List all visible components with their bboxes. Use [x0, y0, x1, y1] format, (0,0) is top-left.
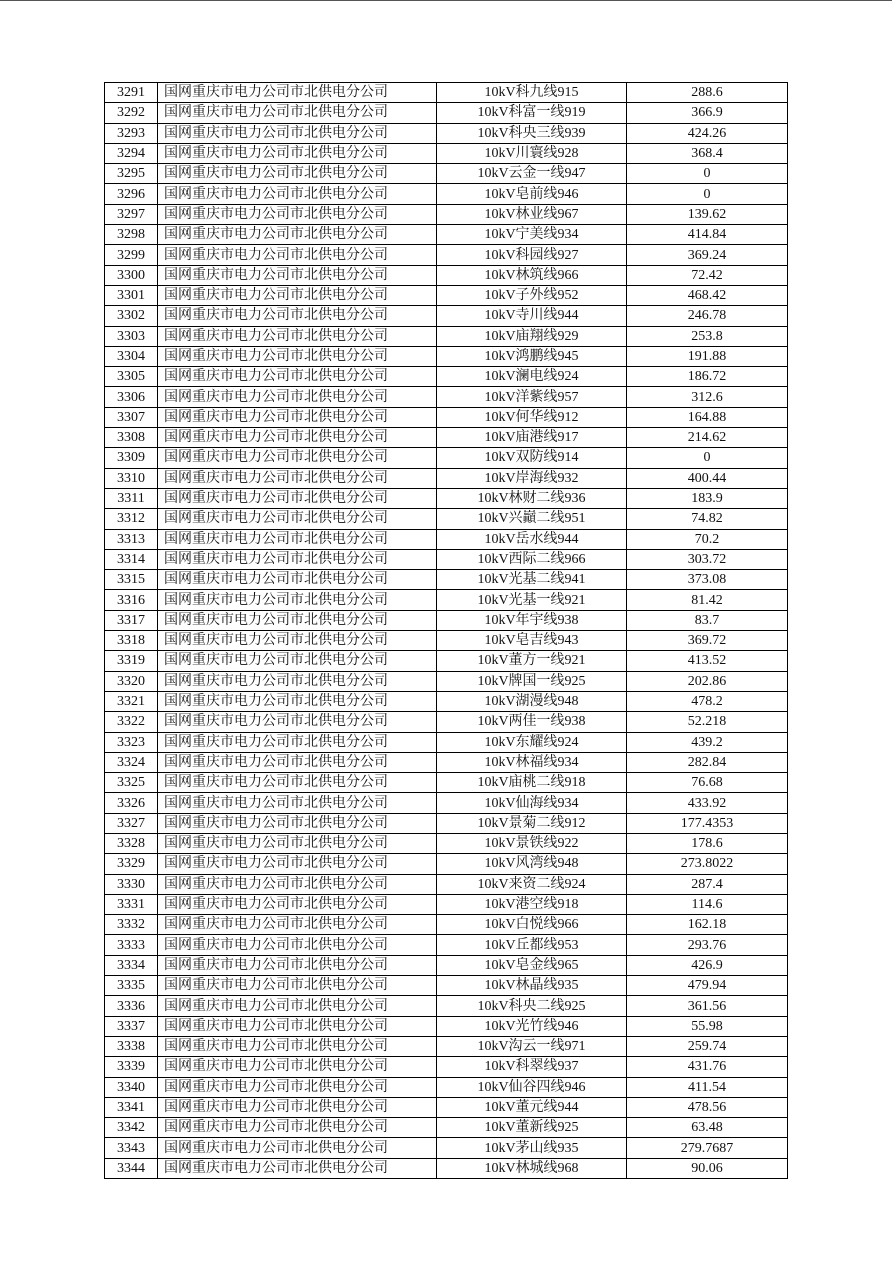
company-name: 国网重庆市电力公司市北供电分公司 [158, 955, 437, 975]
company-name: 国网重庆市电力公司市北供电分公司 [158, 1158, 437, 1178]
value: 81.42 [627, 590, 788, 610]
company-name: 国网重庆市电力公司市北供电分公司 [158, 833, 437, 853]
line-name: 10kV董元线944 [437, 1097, 627, 1117]
table-row [105, 1036, 788, 1056]
row-number: 3307 [105, 407, 158, 427]
company-name: 国网重庆市电力公司市北供电分公司 [158, 935, 437, 955]
table-row [105, 448, 788, 468]
company-name: 国网重庆市电力公司市北供电分公司 [158, 123, 437, 143]
table-row [105, 488, 788, 508]
line-name: 10kV科翠线937 [437, 1057, 627, 1077]
company-name: 国网重庆市电力公司市北供电分公司 [158, 529, 437, 549]
value: 287.4 [627, 874, 788, 894]
company-name: 国网重庆市电力公司市北供电分公司 [158, 915, 437, 935]
row-number: 3332 [105, 915, 158, 935]
value: 366.9 [627, 103, 788, 123]
table-row [105, 1057, 788, 1077]
company-name: 国网重庆市电力公司市北供电分公司 [158, 976, 437, 996]
table-row [105, 712, 788, 732]
table-row [105, 691, 788, 711]
value: 183.9 [627, 488, 788, 508]
row-number: 3310 [105, 468, 158, 488]
value: 414.84 [627, 225, 788, 245]
row-number: 3329 [105, 854, 158, 874]
company-name: 国网重庆市电力公司市北供电分公司 [158, 468, 437, 488]
row-number: 3322 [105, 712, 158, 732]
company-name: 国网重庆市电力公司市北供电分公司 [158, 1016, 437, 1036]
row-number: 3320 [105, 671, 158, 691]
value: 74.82 [627, 509, 788, 529]
row-number: 3330 [105, 874, 158, 894]
company-name: 国网重庆市电力公司市北供电分公司 [158, 204, 437, 224]
company-name: 国网重庆市电力公司市北供电分公司 [158, 488, 437, 508]
company-name: 国网重庆市电力公司市北供电分公司 [158, 509, 437, 529]
row-number: 3293 [105, 123, 158, 143]
line-name: 10kV林财二线936 [437, 488, 627, 508]
value: 253.8 [627, 326, 788, 346]
table-row [105, 143, 788, 163]
line-name: 10kV林福线934 [437, 752, 627, 772]
table-row [105, 894, 788, 914]
line-name: 10kV鸿鹏线945 [437, 346, 627, 366]
value: 52.218 [627, 712, 788, 732]
table-row [105, 326, 788, 346]
line-name: 10kV仙海线934 [437, 793, 627, 813]
table-row [105, 83, 788, 103]
table-row [105, 671, 788, 691]
company-name: 国网重庆市电力公司市北供电分公司 [158, 387, 437, 407]
value: 72.42 [627, 265, 788, 285]
row-number: 3303 [105, 326, 158, 346]
line-name: 10kV宁美线934 [437, 225, 627, 245]
line-name: 10kV科富一线919 [437, 103, 627, 123]
row-number: 3292 [105, 103, 158, 123]
row-number: 3296 [105, 184, 158, 204]
table-row [105, 468, 788, 488]
value: 424.26 [627, 123, 788, 143]
company-name: 国网重庆市电力公司市北供电分公司 [158, 83, 437, 103]
table-row [105, 1138, 788, 1158]
value: 76.68 [627, 773, 788, 793]
company-name: 国网重庆市电力公司市北供电分公司 [158, 651, 437, 671]
value: 139.62 [627, 204, 788, 224]
row-number: 3337 [105, 1016, 158, 1036]
value: 0 [627, 164, 788, 184]
value: 191.88 [627, 346, 788, 366]
line-name: 10kV皂前线946 [437, 184, 627, 204]
company-name: 国网重庆市电力公司市北供电分公司 [158, 712, 437, 732]
company-name: 国网重庆市电力公司市北供电分公司 [158, 184, 437, 204]
line-name: 10kV董方一线921 [437, 651, 627, 671]
line-name: 10kV光竹线946 [437, 1016, 627, 1036]
line-name: 10kV东耀线924 [437, 732, 627, 752]
row-number: 3302 [105, 306, 158, 326]
company-name: 国网重庆市电力公司市北供电分公司 [158, 874, 437, 894]
row-number: 3336 [105, 996, 158, 1016]
row-number: 3318 [105, 631, 158, 651]
row-number: 3314 [105, 549, 158, 569]
value: 431.76 [627, 1057, 788, 1077]
row-number: 3291 [105, 83, 158, 103]
line-name: 10kV皂金线965 [437, 955, 627, 975]
company-name: 国网重庆市电力公司市北供电分公司 [158, 407, 437, 427]
row-number: 3299 [105, 245, 158, 265]
table-row [105, 407, 788, 427]
row-number: 3342 [105, 1118, 158, 1138]
table-row [105, 285, 788, 305]
row-number: 3335 [105, 976, 158, 996]
row-number: 3317 [105, 610, 158, 630]
value: 478.56 [627, 1097, 788, 1117]
row-number: 3316 [105, 590, 158, 610]
row-number: 3306 [105, 387, 158, 407]
line-name: 10kV子外线952 [437, 285, 627, 305]
value: 369.72 [627, 631, 788, 651]
row-number: 3300 [105, 265, 158, 285]
row-number: 3339 [105, 1057, 158, 1077]
value: 164.88 [627, 407, 788, 427]
table-row [105, 651, 788, 671]
value: 411.54 [627, 1077, 788, 1097]
table-row [105, 996, 788, 1016]
page-top-border [0, 0, 892, 1]
value: 303.72 [627, 549, 788, 569]
line-name: 10kV林业线967 [437, 204, 627, 224]
row-number: 3311 [105, 488, 158, 508]
value: 413.52 [627, 651, 788, 671]
value: 186.72 [627, 367, 788, 387]
row-number: 3297 [105, 204, 158, 224]
line-name: 10kV庙翔线929 [437, 326, 627, 346]
table-row [105, 732, 788, 752]
table-row [105, 874, 788, 894]
row-number: 3331 [105, 894, 158, 914]
company-name: 国网重庆市电力公司市北供电分公司 [158, 346, 437, 366]
value: 293.76 [627, 935, 788, 955]
value: 70.2 [627, 529, 788, 549]
table-row [105, 570, 788, 590]
row-number: 3309 [105, 448, 158, 468]
table-row [105, 1077, 788, 1097]
value: 162.18 [627, 915, 788, 935]
table-row [105, 428, 788, 448]
value: 202.86 [627, 671, 788, 691]
company-name: 国网重庆市电力公司市北供电分公司 [158, 1118, 437, 1138]
line-name: 10kV光基一线921 [437, 590, 627, 610]
value: 478.2 [627, 691, 788, 711]
value: 279.7687 [627, 1138, 788, 1158]
company-name: 国网重庆市电力公司市北供电分公司 [158, 691, 437, 711]
line-name: 10kV风湾线948 [437, 854, 627, 874]
company-name: 国网重庆市电力公司市北供电分公司 [158, 549, 437, 569]
row-number: 3343 [105, 1138, 158, 1158]
value: 55.98 [627, 1016, 788, 1036]
row-number: 3308 [105, 428, 158, 448]
table-row [105, 610, 788, 630]
line-name: 10kV林筑线966 [437, 265, 627, 285]
table-row [105, 225, 788, 245]
company-name: 国网重庆市电力公司市北供电分公司 [158, 752, 437, 772]
row-number: 3326 [105, 793, 158, 813]
table-row [105, 367, 788, 387]
company-name: 国网重庆市电力公司市北供电分公司 [158, 326, 437, 346]
company-name: 国网重庆市电力公司市北供电分公司 [158, 143, 437, 163]
company-name: 国网重庆市电力公司市北供电分公司 [158, 1077, 437, 1097]
row-number: 3344 [105, 1158, 158, 1178]
company-name: 国网重庆市电力公司市北供电分公司 [158, 448, 437, 468]
value: 369.24 [627, 245, 788, 265]
table-row [105, 245, 788, 265]
row-number: 3295 [105, 164, 158, 184]
value: 312.6 [627, 387, 788, 407]
value: 178.6 [627, 833, 788, 853]
company-name: 国网重庆市电力公司市北供电分公司 [158, 570, 437, 590]
line-name: 10kV董新线925 [437, 1118, 627, 1138]
row-number: 3328 [105, 833, 158, 853]
line-name: 10kV两佳一线938 [437, 712, 627, 732]
line-name: 10kV来资二线924 [437, 874, 627, 894]
line-name: 10kV庙桃二线918 [437, 773, 627, 793]
company-name: 国网重庆市电力公司市北供电分公司 [158, 631, 437, 651]
line-name: 10kV景菊二线912 [437, 813, 627, 833]
company-name: 国网重庆市电力公司市北供电分公司 [158, 773, 437, 793]
line-name: 10kV沟云一线971 [437, 1036, 627, 1056]
line-name: 10kV景铁线922 [437, 833, 627, 853]
table-row [105, 773, 788, 793]
value: 426.9 [627, 955, 788, 975]
company-name: 国网重庆市电力公司市北供电分公司 [158, 306, 437, 326]
table-row [105, 184, 788, 204]
line-name: 10kV川寰线928 [437, 143, 627, 163]
row-number: 3340 [105, 1077, 158, 1097]
table-row [105, 387, 788, 407]
value: 63.48 [627, 1118, 788, 1138]
company-name: 国网重庆市电力公司市北供电分公司 [158, 1057, 437, 1077]
row-number: 3301 [105, 285, 158, 305]
company-name: 国网重庆市电力公司市北供电分公司 [158, 428, 437, 448]
row-number: 3333 [105, 935, 158, 955]
line-name: 10kV湖漫线948 [437, 691, 627, 711]
company-name: 国网重庆市电力公司市北供电分公司 [158, 164, 437, 184]
data-table [104, 82, 788, 1179]
line-name: 10kV科园线927 [437, 245, 627, 265]
value: 439.2 [627, 732, 788, 752]
line-name: 10kV云金一线947 [437, 164, 627, 184]
line-name: 10kV林晶线935 [437, 976, 627, 996]
company-name: 国网重庆市电力公司市北供电分公司 [158, 367, 437, 387]
line-name: 10kV仙谷四线946 [437, 1077, 627, 1097]
company-name: 国网重庆市电力公司市北供电分公司 [158, 590, 437, 610]
line-name: 10kV茅山线935 [437, 1138, 627, 1158]
value: 114.6 [627, 894, 788, 914]
row-number: 3321 [105, 691, 158, 711]
table-row [105, 1016, 788, 1036]
row-number: 3334 [105, 955, 158, 975]
value: 214.62 [627, 428, 788, 448]
line-name: 10kV科九线915 [437, 83, 627, 103]
line-name: 10kV寺川线944 [437, 306, 627, 326]
company-name: 国网重庆市电力公司市北供电分公司 [158, 265, 437, 285]
table-row [105, 123, 788, 143]
value: 368.4 [627, 143, 788, 163]
table-row [105, 1118, 788, 1138]
row-number: 3304 [105, 346, 158, 366]
line-name: 10kV光基二线941 [437, 570, 627, 590]
table-row [105, 955, 788, 975]
company-name: 国网重庆市电力公司市北供电分公司 [158, 103, 437, 123]
company-name: 国网重庆市电力公司市北供电分公司 [158, 225, 437, 245]
company-name: 国网重庆市电力公司市北供电分公司 [158, 813, 437, 833]
value: 0 [627, 448, 788, 468]
table-row [105, 631, 788, 651]
line-name: 10kV岸海线932 [437, 468, 627, 488]
table-row [105, 1097, 788, 1117]
value: 400.44 [627, 468, 788, 488]
value: 373.08 [627, 570, 788, 590]
table-row [105, 915, 788, 935]
row-number: 3327 [105, 813, 158, 833]
table-row [105, 509, 788, 529]
line-name: 10kV兴巓二线951 [437, 509, 627, 529]
line-name: 10kV牌国一线925 [437, 671, 627, 691]
value: 177.4353 [627, 813, 788, 833]
table-row [105, 164, 788, 184]
company-name: 国网重庆市电力公司市北供电分公司 [158, 1036, 437, 1056]
table-row [105, 549, 788, 569]
table-row [105, 529, 788, 549]
company-name: 国网重庆市电力公司市北供电分公司 [158, 610, 437, 630]
table-row [105, 204, 788, 224]
line-name: 10kV岳水线944 [437, 529, 627, 549]
value: 288.6 [627, 83, 788, 103]
table-row [105, 935, 788, 955]
table-row [105, 976, 788, 996]
company-name: 国网重庆市电力公司市北供电分公司 [158, 793, 437, 813]
row-number: 3315 [105, 570, 158, 590]
value: 246.78 [627, 306, 788, 326]
company-name: 国网重庆市电力公司市北供电分公司 [158, 732, 437, 752]
company-name: 国网重庆市电力公司市北供电分公司 [158, 671, 437, 691]
value: 479.94 [627, 976, 788, 996]
line-name: 10kV洋紫线957 [437, 387, 627, 407]
row-number: 3294 [105, 143, 158, 163]
line-name: 10kV丘都线953 [437, 935, 627, 955]
table-row [105, 793, 788, 813]
line-name: 10kV港空线918 [437, 894, 627, 914]
row-number: 3323 [105, 732, 158, 752]
line-name: 10kV科央二线925 [437, 996, 627, 1016]
table-row [105, 752, 788, 772]
table-row [105, 833, 788, 853]
row-number: 3312 [105, 509, 158, 529]
value: 361.56 [627, 996, 788, 1016]
row-number: 3325 [105, 773, 158, 793]
table-row [105, 306, 788, 326]
company-name: 国网重庆市电力公司市北供电分公司 [158, 1138, 437, 1158]
value: 468.42 [627, 285, 788, 305]
line-name: 10kV白悦线966 [437, 915, 627, 935]
line-name: 10kV科央三线939 [437, 123, 627, 143]
table-row [105, 1158, 788, 1178]
table-row [105, 590, 788, 610]
line-name: 10kV年宇线938 [437, 610, 627, 630]
company-name: 国网重庆市电力公司市北供电分公司 [158, 1097, 437, 1117]
table-row [105, 813, 788, 833]
table-row [105, 854, 788, 874]
company-name: 国网重庆市电力公司市北供电分公司 [158, 285, 437, 305]
line-name: 10kV皂吉线943 [437, 631, 627, 651]
value: 83.7 [627, 610, 788, 630]
line-name: 10kV澜电线924 [437, 367, 627, 387]
value: 0 [627, 184, 788, 204]
company-name: 国网重庆市电力公司市北供电分公司 [158, 854, 437, 874]
table-row [105, 265, 788, 285]
value: 273.8022 [627, 854, 788, 874]
value: 259.74 [627, 1036, 788, 1056]
company-name: 国网重庆市电力公司市北供电分公司 [158, 996, 437, 1016]
line-name: 10kV双防线914 [437, 448, 627, 468]
table-row [105, 103, 788, 123]
row-number: 3324 [105, 752, 158, 772]
value: 282.84 [627, 752, 788, 772]
value: 433.92 [627, 793, 788, 813]
value: 90.06 [627, 1158, 788, 1178]
company-name: 国网重庆市电力公司市北供电分公司 [158, 894, 437, 914]
row-number: 3338 [105, 1036, 158, 1056]
company-name: 国网重庆市电力公司市北供电分公司 [158, 245, 437, 265]
line-name: 10kV西际二线966 [437, 549, 627, 569]
line-name: 10kV何华线912 [437, 407, 627, 427]
row-number: 3341 [105, 1097, 158, 1117]
line-name: 10kV庙港线917 [437, 428, 627, 448]
row-number: 3305 [105, 367, 158, 387]
row-number: 3319 [105, 651, 158, 671]
line-name: 10kV林城线968 [437, 1158, 627, 1178]
row-number: 3298 [105, 225, 158, 245]
table-row [105, 346, 788, 366]
row-number: 3313 [105, 529, 158, 549]
